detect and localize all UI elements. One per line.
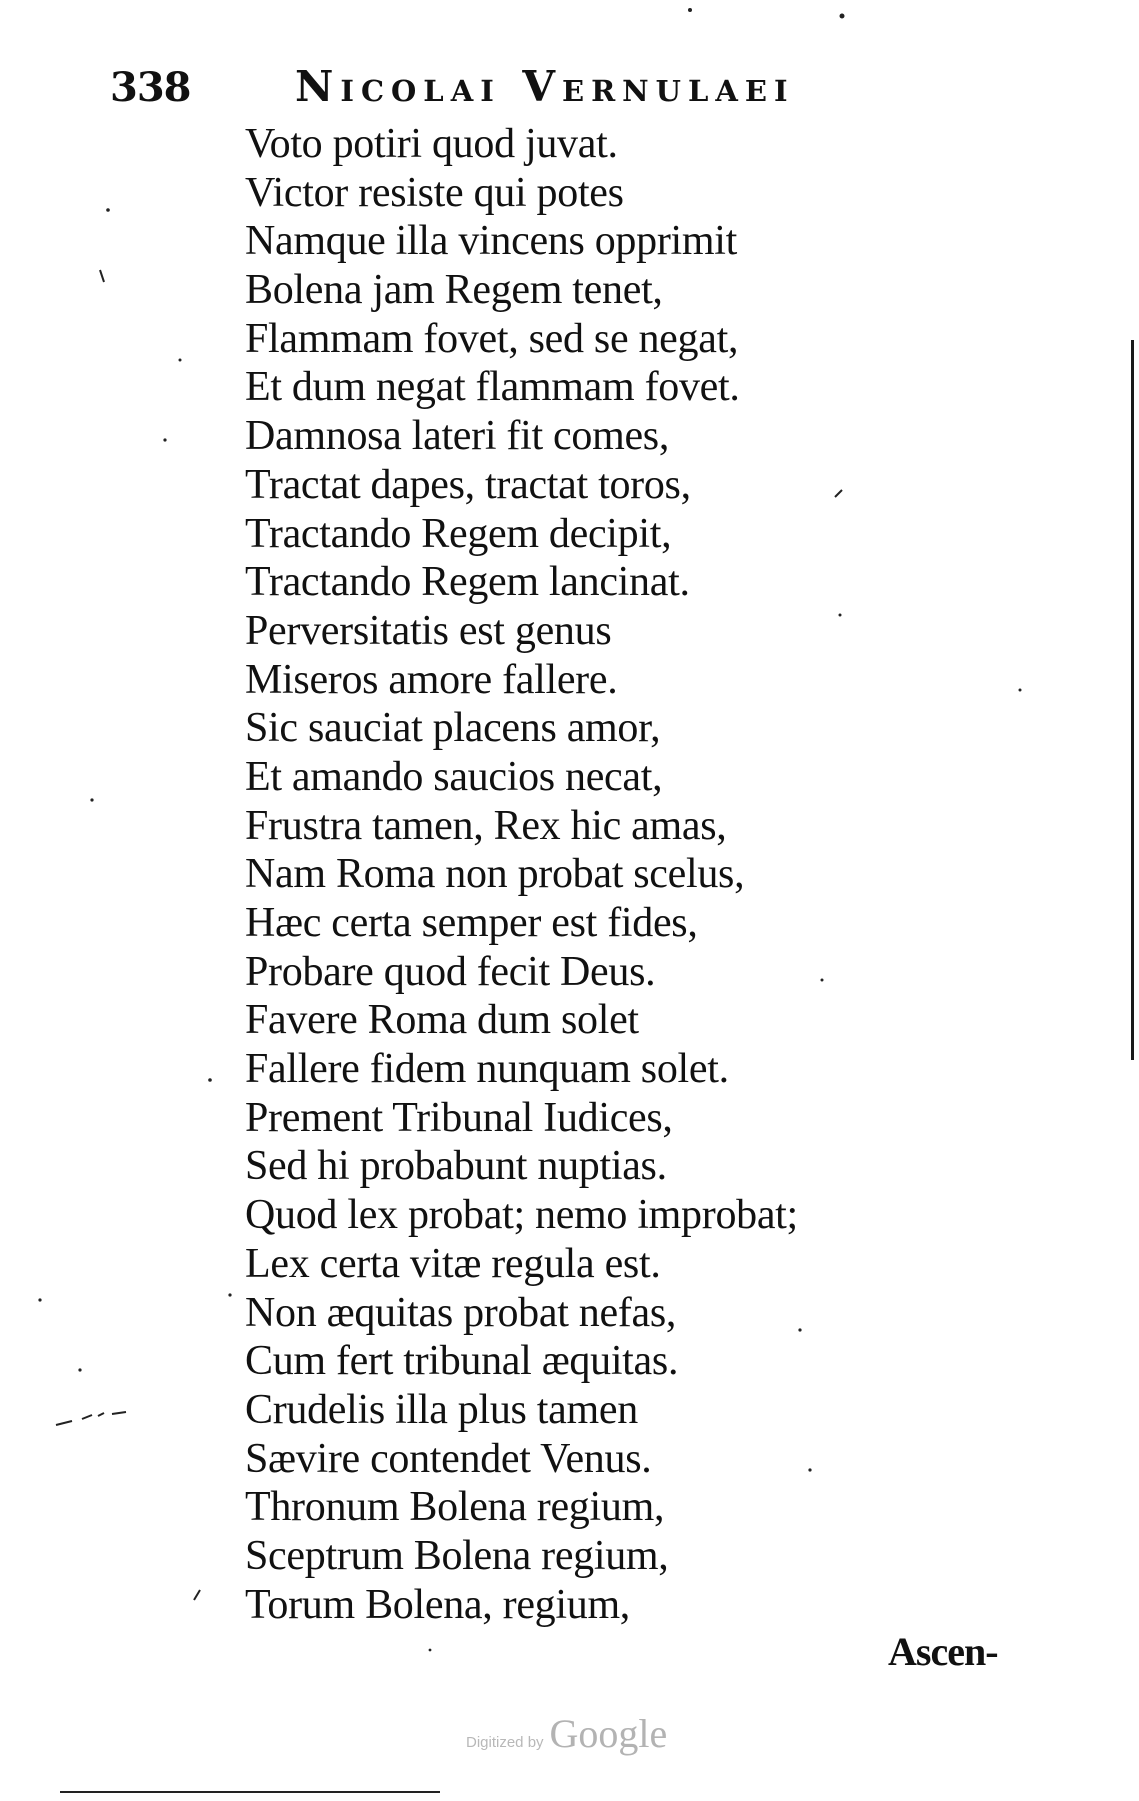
page-number: 338 bbox=[110, 64, 191, 111]
watermark-brand: Google bbox=[549, 1711, 668, 1756]
watermark-label: Digitized by bbox=[466, 1734, 544, 1751]
verse-line: Crudelis illa plus tamen bbox=[245, 1386, 638, 1433]
verse-list bbox=[245, 120, 945, 1629]
verse-line: Quod lex probat; nemo improbat; bbox=[245, 1192, 798, 1239]
verse-line: Voto potiri quod juvat. bbox=[245, 121, 618, 167]
verse-line: Tractando Regem decipit, bbox=[245, 510, 672, 557]
verse-line: Probare quod fecit Deus. bbox=[245, 948, 656, 995]
verse-line: Cum fert tribunal æquitas. bbox=[245, 1338, 679, 1385]
verse-line: Victor resiste qui potes bbox=[245, 169, 624, 216]
verse-line: Thronum Bolena regium, bbox=[245, 1484, 665, 1531]
verse-line: Namque illa vincens opprimit bbox=[245, 218, 737, 265]
verse-line: Frustra tamen, Rex hic amas, bbox=[245, 802, 727, 849]
verse-line: Non æquitas probat nefas, bbox=[245, 1289, 677, 1336]
verse-line: Nam Roma non probat scelus, bbox=[245, 851, 745, 898]
verse-line: Prement Tribunal Iudices, bbox=[245, 1094, 673, 1141]
verse-line: Flammam fovet, sed se negat, bbox=[245, 315, 739, 362]
catchword: Ascen- bbox=[888, 1629, 998, 1674]
verse-line: Bolena jam Regem tenet, bbox=[245, 267, 663, 314]
verse-line: Miseros amore fallere. bbox=[245, 656, 618, 703]
verse-line: Sic sauciat placens amor, bbox=[245, 705, 661, 752]
verse-line: Sed hi probabunt nuptias. bbox=[245, 1143, 667, 1190]
verse-line: Damnosa lateri fit comes, bbox=[245, 413, 670, 460]
digitized-watermark bbox=[466, 1710, 668, 1756]
verse-line: Et amando saucios necat, bbox=[245, 753, 663, 800]
verse-line: Tractat dapes, tractat toros, bbox=[245, 461, 691, 508]
verse-line: Sceptrum Bolena regium, bbox=[245, 1532, 669, 1579]
verse-line: Lex certa vitæ regula est. bbox=[245, 1240, 661, 1287]
verse-line: Hæc certa semper est fides, bbox=[245, 900, 698, 946]
verse-line: Tractando Regem lancinat. bbox=[245, 559, 690, 606]
verse-line: Et dum negat flammam fovet. bbox=[245, 364, 740, 411]
running-title: Nicolai Vernulaei bbox=[295, 62, 795, 111]
verse-line: Favere Roma dum solet bbox=[245, 997, 639, 1044]
bottom-rule bbox=[60, 1791, 440, 1793]
verse-line: Sævire contendet Venus. bbox=[245, 1435, 652, 1482]
scan-edge bbox=[1131, 340, 1134, 1060]
verse-line: Torum Bolena, regium, bbox=[245, 1581, 631, 1628]
page-header bbox=[110, 58, 910, 118]
verse-line: Perversitatis est genus bbox=[245, 607, 612, 654]
verse-line: Fallere fidem nunquam solet. bbox=[245, 1046, 729, 1093]
